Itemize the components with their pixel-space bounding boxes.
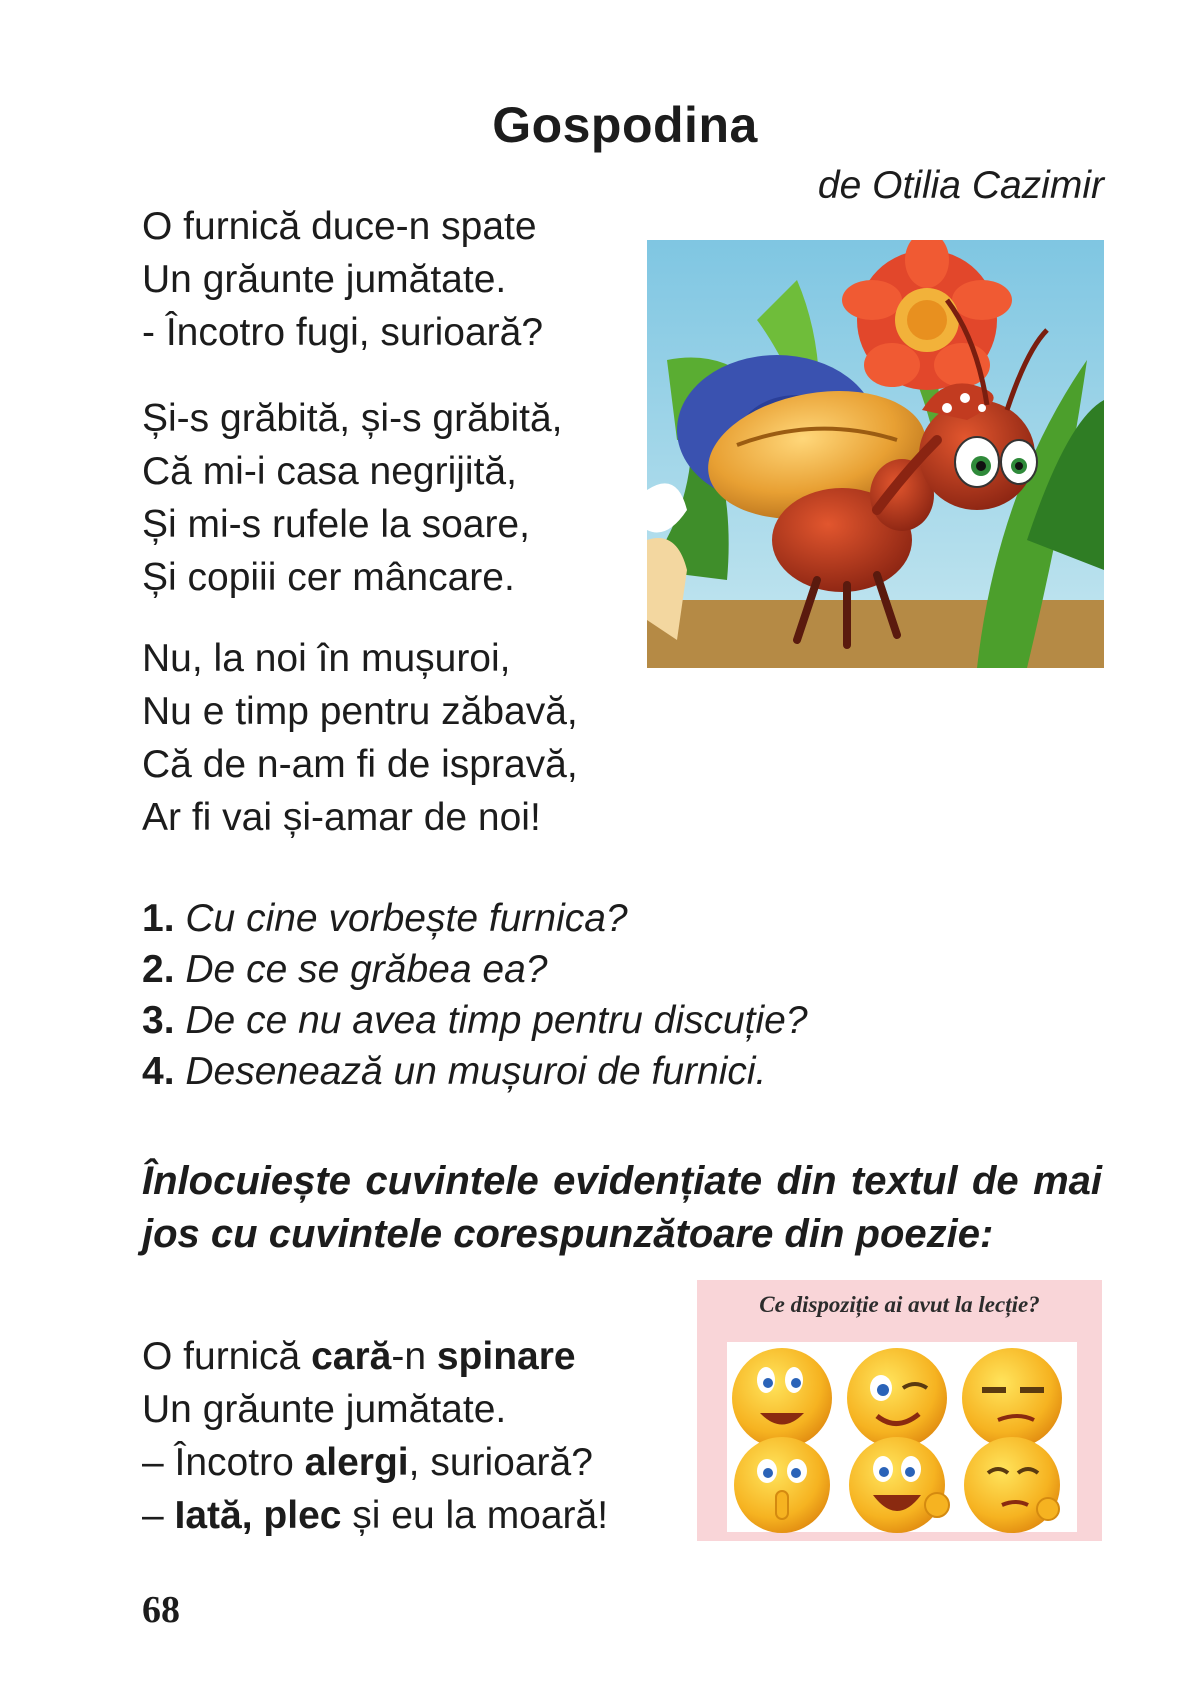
poem-line: O furnică duce-n spate xyxy=(142,205,537,248)
rewrite-text xyxy=(142,1330,608,1542)
poem-line: Și mi-s rufele la soare, xyxy=(142,503,530,546)
emoji-faces-icon xyxy=(697,1280,1102,1541)
rewrite-line: – Încotro alergi, surioară? xyxy=(142,1441,593,1484)
poem-line: - Încotro fugi, surioară? xyxy=(142,311,544,354)
poem-line: Ar fi vai și-amar de noi! xyxy=(142,796,541,839)
question-item: 2. De ce se grăbea ea? xyxy=(142,948,548,991)
question-item: 4. Desenează un mușuroi de furnici. xyxy=(142,1050,767,1093)
poem-stanza-2 xyxy=(142,392,563,604)
poem-stanza-1 xyxy=(142,200,543,359)
question-list xyxy=(142,893,808,1097)
task-instruction: Înlocuiește cuvintele evidențiate din textul de mai jos cu cuvintele corespunzătoare din poezie: xyxy=(142,1159,1102,1256)
poem-line: Un grăunte jumătate. xyxy=(142,258,507,301)
rewrite-line: – Iată, plec și eu la moară! xyxy=(142,1494,609,1537)
poem-line: Nu e timp pentru zăbavă, xyxy=(142,690,578,733)
poem-line: Și copiii cer mâncare. xyxy=(142,556,515,599)
mood-title: Ce dispoziție ai avut la lecție? xyxy=(759,1292,1040,1317)
poem-line: Și-s grăbită, și-s grăbită, xyxy=(142,397,563,440)
poem-line: Că mi-i casa negrijită, xyxy=(142,450,517,493)
rewrite-line: Un grăunte jumătate. xyxy=(142,1388,507,1431)
question-item: 1. Cu cine vorbește furnica? xyxy=(142,897,628,940)
question-item: 3. De ce nu avea timp pentru discuție? xyxy=(142,999,808,1042)
rewrite-line: O furnică cară-n spinare xyxy=(142,1335,576,1378)
mood-card xyxy=(697,1280,1102,1541)
page-number: 68 xyxy=(142,1589,180,1631)
poem-line: Că de n-am fi de ispravă, xyxy=(142,743,578,786)
poem-title: Gospodina xyxy=(492,97,758,153)
poem-author: de Otilia Cazimir xyxy=(817,164,1104,207)
ant-carrying-grain-icon xyxy=(647,240,1104,668)
poem-stanza-3 xyxy=(142,632,578,844)
poem-line: Nu, la noi în mușuroi, xyxy=(142,637,511,680)
